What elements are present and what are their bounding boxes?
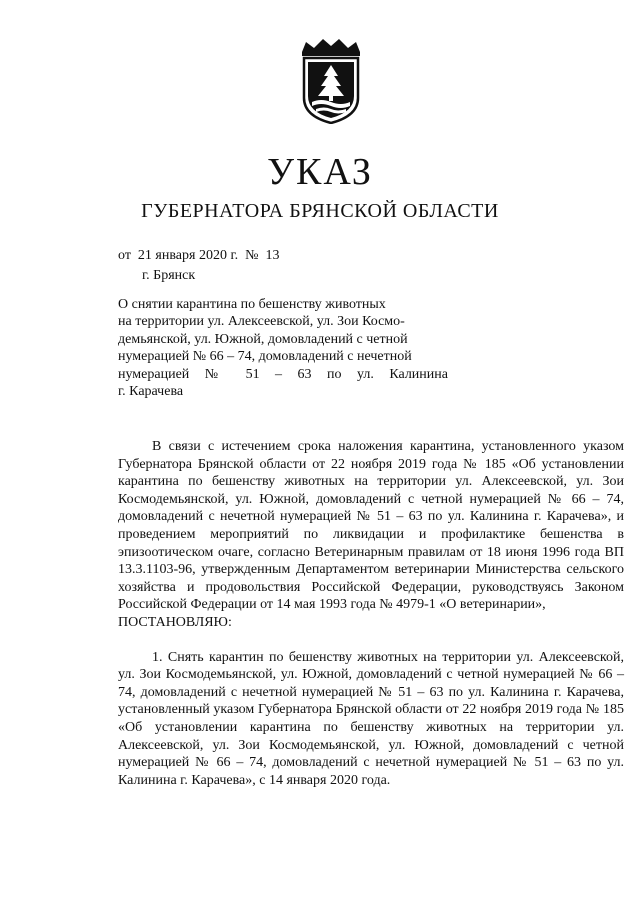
date-and-number: от 21 января 2020 г. № 13	[118, 248, 280, 263]
decree-word: ПОСТАНОВЛЯЮ:	[118, 614, 232, 630]
document-title: УКАЗ	[267, 151, 373, 193]
decree-item-1: 1. Снять карантин по бешенству животных на территории ул. Алексеевской, ул. Зои Космодемьянской, ул. Южной, домовладений с четной нумерацией № 66 – 74, домовладений с нечетной нумерацией № 51 – 63 по ул. Калинина г. Карачева, установленный указом Губернатора Брянской области от 22 ноября 2019 года № 185 «Об установлении карантина по бешенству животных на территории ул. Алексеевской, ул. Зои Космодемьянской, ул. Южной, домовладений с четной нумерацией № 66 – 74, домовладений с нечетной нумерацией № 51 – 63 по ул. Калинина г. Карачева», с 14 января 2020 года.	[118, 649, 624, 788]
document-issuer: ГУБЕРНАТОРА БРЯНСКОЙ ОБЛАСТИ	[141, 200, 499, 222]
document-subject	[118, 296, 448, 400]
document-meta	[118, 246, 279, 286]
subject-line: нумерацией № 66 – 74, домовладений с нечетной	[118, 349, 412, 365]
document-city: г. Брянск	[142, 268, 196, 283]
subject-line: демьянской, ул. Южной, домовладений с четной	[118, 331, 408, 347]
subject-line: на территории ул. Алексеевской, ул. Зои Космо-	[118, 314, 405, 330]
bryansk-coat-of-arms-icon	[296, 38, 366, 124]
document-body	[118, 438, 624, 789]
preamble-paragraph: В связи с истечением срока наложения карантина, установленного указом Губернатора Брянской области от 22 ноября 2019 года № 185 «Об установлении карантина по бешенству животных на территории ул. Алексеевской, ул. Зои Космодемьянской, ул. Южной, домовладений с четной нумерацией № 66 – 74, домовладений с нечетной нумерацией № 51 – 63 по ул. Калинина г. Карачева», и проведением мероприятий по ликвидации и профилактике бешенства в эпизоотическом очаге, согласно Ветеринарным правилам от 18 июня 1996 года ВП 13.3.1103-96, утвержденным Департаментом ветеринарии Министерства сельского хозяйства и продовольствия Российской Федерации, руководствуясь Законом Российской Федерации от 14 мая 1993 года № 4979-1 «О ветеринарии»,	[118, 439, 624, 613]
subject-line: О снятии карантина по бешенству животных	[118, 297, 386, 312]
coat-of-arms-drawing	[296, 38, 366, 124]
subject-line: нумерацией № 51 – 63 по ул. Калинина	[118, 366, 448, 382]
subject-line: г. Карачева	[118, 384, 184, 400]
